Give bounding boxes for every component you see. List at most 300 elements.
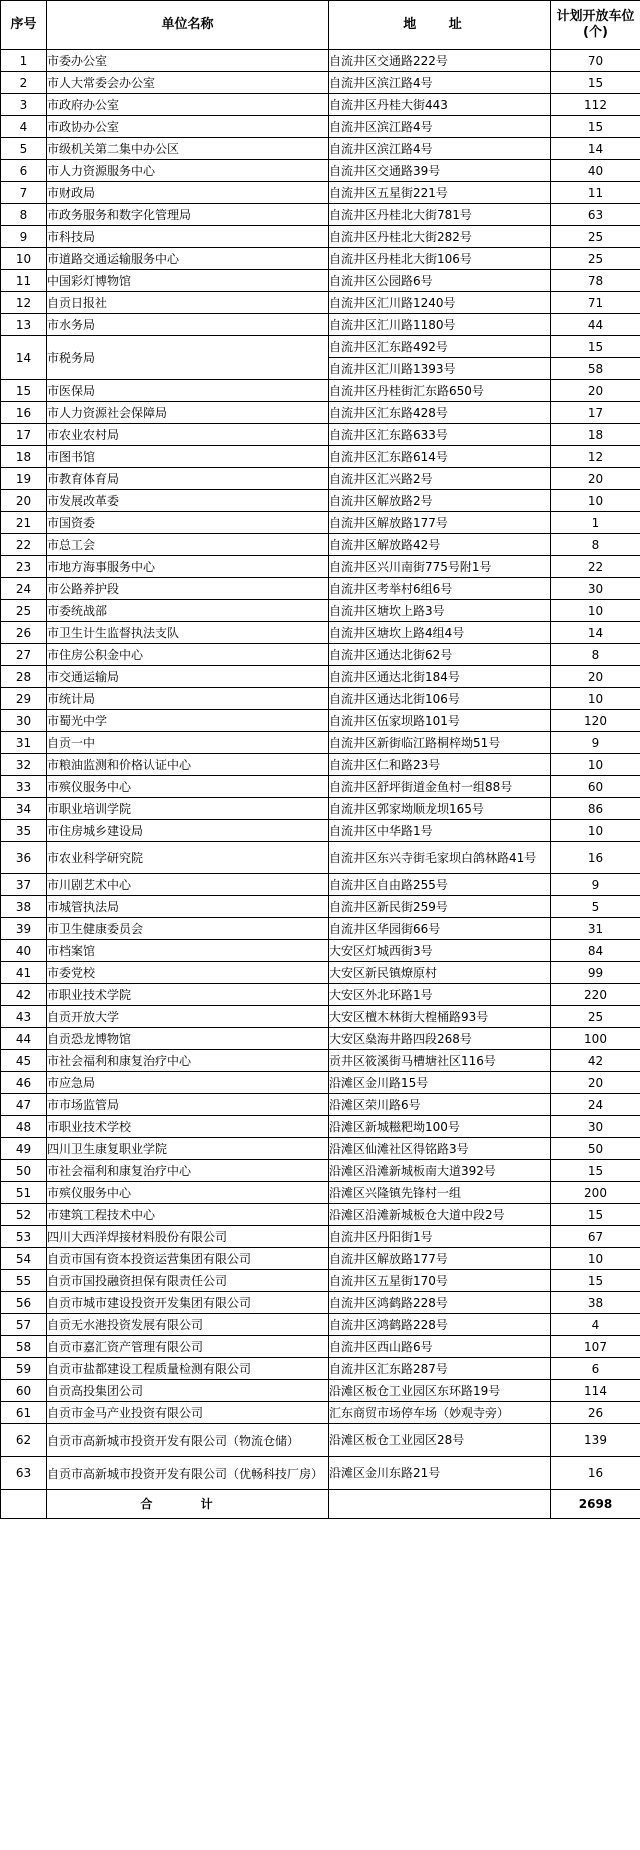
address: 自流井区汇川路1393号 — [329, 358, 551, 380]
table-row — [1, 292, 640, 314]
parking-count: 63 — [551, 204, 640, 226]
address: 自流井区塘坎上路3号 — [329, 600, 551, 622]
table-row — [1, 1314, 640, 1336]
table-row — [1, 1292, 640, 1314]
address: 沿滩区仙滩社区得铭路3号 — [329, 1138, 551, 1160]
unit-name: 市委办公室 — [47, 50, 329, 72]
table-row — [1, 820, 640, 842]
row-number: 44 — [1, 1028, 47, 1050]
address: 自流井区鸿鹤路228号 — [329, 1314, 551, 1336]
unit-name: 市科技局 — [47, 226, 329, 248]
address: 自流井区通达北街184号 — [329, 666, 551, 688]
table-row — [1, 248, 640, 270]
address: 自流井区自由路255号 — [329, 874, 551, 896]
address: 自流井区新民街259号 — [329, 896, 551, 918]
address: 汇东商贸市场停车场（妙观寺旁） — [329, 1402, 551, 1424]
unit-name: 市建筑工程技术中心 — [47, 1204, 329, 1226]
row-number: 32 — [1, 754, 47, 776]
table-row — [1, 1160, 640, 1182]
unit-name: 市道路交通运输服务中心 — [47, 248, 329, 270]
address: 自流井区塘坎上路4组4号 — [329, 622, 551, 644]
table-row — [1, 666, 640, 688]
table-row — [1, 1094, 640, 1116]
unit-name: 市政协办公室 — [47, 116, 329, 138]
unit-name: 四川大西洋焊接材料股份有限公司 — [47, 1226, 329, 1248]
total-row — [1, 1490, 640, 1519]
row-number: 8 — [1, 204, 47, 226]
row-number: 21 — [1, 512, 47, 534]
address: 大安区檀木林街大楻桶路93号 — [329, 1006, 551, 1028]
address: 自流井区解放路2号 — [329, 490, 551, 512]
row-number: 4 — [1, 116, 47, 138]
address: 自流井区汇东路633号 — [329, 424, 551, 446]
table-row — [1, 468, 640, 490]
parking-count: 4 — [551, 1314, 640, 1336]
unit-name: 市委统战部 — [47, 600, 329, 622]
address: 自流井区解放路42号 — [329, 534, 551, 556]
unit-name: 市人力资源社会保障局 — [47, 402, 329, 424]
parking-count: 42 — [551, 1050, 640, 1072]
parking-count: 107 — [551, 1336, 640, 1358]
unit-name: 市人大常委会办公室 — [47, 72, 329, 94]
header-name: 单位名称 — [47, 1, 329, 50]
unit-name: 市市场监管局 — [47, 1094, 329, 1116]
unit-name: 市职业技术学院 — [47, 984, 329, 1006]
address: 自流井区解放路177号 — [329, 1248, 551, 1270]
address: 沿滩区兴隆镇先锋村一组 — [329, 1182, 551, 1204]
row-number: 1 — [1, 50, 47, 72]
parking-count: 14 — [551, 138, 640, 160]
row-number: 12 — [1, 292, 47, 314]
parking-count: 84 — [551, 940, 640, 962]
row-number: 49 — [1, 1138, 47, 1160]
unit-name: 市图书馆 — [47, 446, 329, 468]
parking-count: 78 — [551, 270, 640, 292]
table-row — [1, 138, 640, 160]
address: 自流井区汇东路492号 — [329, 336, 551, 358]
row-number: 35 — [1, 820, 47, 842]
row-number: 60 — [1, 1380, 47, 1402]
unit-name: 市级机关第二集中办公区 — [47, 138, 329, 160]
address: 自流井区丹桂大街443 — [329, 94, 551, 116]
unit-name: 市农业农村局 — [47, 424, 329, 446]
address: 自流井区考举村6组6号 — [329, 578, 551, 600]
row-number: 6 — [1, 160, 47, 182]
address: 自流井区滨江路4号 — [329, 116, 551, 138]
table-row — [1, 1050, 640, 1072]
address: 自流井区滨江路4号 — [329, 72, 551, 94]
address: 沿滩区沿滩新城板仓大道中段2号 — [329, 1204, 551, 1226]
row-number: 15 — [1, 380, 47, 402]
address: 自流井区汇川路1240号 — [329, 292, 551, 314]
row-number: 23 — [1, 556, 47, 578]
row-number: 45 — [1, 1050, 47, 1072]
row-number: 56 — [1, 1292, 47, 1314]
row-number: 18 — [1, 446, 47, 468]
row-number: 20 — [1, 490, 47, 512]
parking-count: 120 — [551, 710, 640, 732]
address: 自流井区汇东路614号 — [329, 446, 551, 468]
unit-name: 市城管执法局 — [47, 896, 329, 918]
table-row — [1, 940, 640, 962]
table-row — [1, 688, 640, 710]
table-row — [1, 644, 640, 666]
parking-count: 15 — [551, 1204, 640, 1226]
unit-name: 市医保局 — [47, 380, 329, 402]
table-row — [1, 710, 640, 732]
table-body — [1, 50, 640, 1490]
address: 自流井区仁和路23号 — [329, 754, 551, 776]
unit-name: 自贡市高新城市投资开发有限公司（优畅科技厂房） — [47, 1457, 329, 1490]
table-row — [1, 1380, 640, 1402]
address: 沿滩区金川东路21号 — [329, 1457, 551, 1490]
table-row — [1, 874, 640, 896]
table-row — [1, 732, 640, 754]
row-number: 25 — [1, 600, 47, 622]
address: 自流井区汇兴路2号 — [329, 468, 551, 490]
parking-count: 15 — [551, 336, 640, 358]
unit-name: 市职业技术学校 — [47, 1116, 329, 1138]
unit-name: 市发展改革委 — [47, 490, 329, 512]
address: 自流井区通达北街106号 — [329, 688, 551, 710]
table-row — [1, 1028, 640, 1050]
parking-count: 10 — [551, 490, 640, 512]
unit-name: 市卫生健康委员会 — [47, 918, 329, 940]
row-number: 14 — [1, 336, 47, 380]
parking-count: 1 — [551, 512, 640, 534]
unit-name: 自贡市嘉汇资产管理有限公司 — [47, 1336, 329, 1358]
row-number: 51 — [1, 1182, 47, 1204]
table-row — [1, 116, 640, 138]
table-row — [1, 1204, 640, 1226]
row-number: 19 — [1, 468, 47, 490]
row-number: 38 — [1, 896, 47, 918]
parking-count: 60 — [551, 776, 640, 798]
total-value: 2698 — [551, 1490, 640, 1519]
parking-count: 24 — [551, 1094, 640, 1116]
row-number: 10 — [1, 248, 47, 270]
table-row — [1, 962, 640, 984]
row-number: 17 — [1, 424, 47, 446]
row-number: 16 — [1, 402, 47, 424]
address: 自流井区鸿鹤路228号 — [329, 1292, 551, 1314]
parking-count: 10 — [551, 600, 640, 622]
unit-name: 自贡市高新城市投资开发有限公司（物流仓储） — [47, 1424, 329, 1457]
parking-count: 44 — [551, 314, 640, 336]
table-row — [1, 204, 640, 226]
parking-count: 67 — [551, 1226, 640, 1248]
row-number: 55 — [1, 1270, 47, 1292]
parking-count: 20 — [551, 666, 640, 688]
unit-name: 市社会福利和康复治疗中心 — [47, 1050, 329, 1072]
parking-count: 20 — [551, 380, 640, 402]
row-number: 46 — [1, 1072, 47, 1094]
unit-name: 市住房公积金中心 — [47, 644, 329, 666]
address: 大安区燊海井路四段268号 — [329, 1028, 551, 1050]
table-row — [1, 1424, 640, 1457]
unit-name: 自贡恐龙博物馆 — [47, 1028, 329, 1050]
parking-count: 15 — [551, 1270, 640, 1292]
row-number: 22 — [1, 534, 47, 556]
row-number: 41 — [1, 962, 47, 984]
unit-name: 市总工会 — [47, 534, 329, 556]
parking-count: 17 — [551, 402, 640, 424]
unit-name: 市住房城乡建设局 — [47, 820, 329, 842]
table-row — [1, 1336, 640, 1358]
address: 自流井区公园路6号 — [329, 270, 551, 292]
unit-name: 市政府办公室 — [47, 94, 329, 116]
row-number: 2 — [1, 72, 47, 94]
parking-count: 86 — [551, 798, 640, 820]
row-number: 31 — [1, 732, 47, 754]
row-number: 5 — [1, 138, 47, 160]
address: 沿滩区板仓工业园区东环路19号 — [329, 1380, 551, 1402]
row-number: 57 — [1, 1314, 47, 1336]
unit-name: 市地方海事服务中心 — [47, 556, 329, 578]
row-number: 47 — [1, 1094, 47, 1116]
address: 沿滩区金川路15号 — [329, 1072, 551, 1094]
address: 自流井区解放路177号 — [329, 512, 551, 534]
row-number: 37 — [1, 874, 47, 896]
address: 自流井区汇东路287号 — [329, 1358, 551, 1380]
address: 自流井区新街临江路桐梓坳51号 — [329, 732, 551, 754]
address: 自流井区交通路222号 — [329, 50, 551, 72]
parking-count: 11 — [551, 182, 640, 204]
table-row — [1, 556, 640, 578]
table-row — [1, 1138, 640, 1160]
table-row — [1, 446, 640, 468]
address: 自流井区郭家坳顺龙坝165号 — [329, 798, 551, 820]
unit-name: 自贡开放大学 — [47, 1006, 329, 1028]
total-no-cell — [1, 1490, 47, 1519]
parking-count: 6 — [551, 1358, 640, 1380]
row-number: 29 — [1, 688, 47, 710]
unit-name: 自贡日报社 — [47, 292, 329, 314]
table-row — [1, 94, 640, 116]
unit-name: 市社会福利和康复治疗中心 — [47, 1160, 329, 1182]
parking-count: 10 — [551, 820, 640, 842]
address: 自流井区五星街221号 — [329, 182, 551, 204]
parking-count: 99 — [551, 962, 640, 984]
parking-count: 12 — [551, 446, 640, 468]
row-number: 27 — [1, 644, 47, 666]
table-row — [1, 754, 640, 776]
address: 自流井区汇东路428号 — [329, 402, 551, 424]
table-row — [1, 380, 640, 402]
table-row — [1, 842, 640, 874]
unit-name: 市职业培训学院 — [47, 798, 329, 820]
table-row — [1, 402, 640, 424]
address: 自流井区通达北街62号 — [329, 644, 551, 666]
parking-count: 9 — [551, 874, 640, 896]
row-number: 7 — [1, 182, 47, 204]
parking-count: 10 — [551, 754, 640, 776]
unit-name: 中国彩灯博物馆 — [47, 270, 329, 292]
table-row — [1, 776, 640, 798]
unit-name: 市税务局 — [47, 336, 329, 380]
parking-count: 30 — [551, 578, 640, 600]
table-row — [1, 600, 640, 622]
address: 沿滩区荣川路6号 — [329, 1094, 551, 1116]
unit-name: 自贡一中 — [47, 732, 329, 754]
address: 自流井区丹桂北大街781号 — [329, 204, 551, 226]
unit-name: 自贡市城市建设投资开发集团有限公司 — [47, 1292, 329, 1314]
table-row — [1, 918, 640, 940]
row-number: 53 — [1, 1226, 47, 1248]
unit-name: 四川卫生康复职业学院 — [47, 1138, 329, 1160]
parking-count: 16 — [551, 1457, 640, 1490]
address: 沿滩区新城糍粑坳100号 — [329, 1116, 551, 1138]
unit-name: 自贡市盐都建设工程质量检测有限公司 — [47, 1358, 329, 1380]
parking-count: 40 — [551, 160, 640, 182]
unit-name: 市政务服务和数字化管理局 — [47, 204, 329, 226]
row-number: 26 — [1, 622, 47, 644]
header-address: 地 址 — [329, 1, 551, 50]
parking-count: 14 — [551, 622, 640, 644]
table-row — [1, 1358, 640, 1380]
table-row — [1, 270, 640, 292]
parking-count: 15 — [551, 72, 640, 94]
address: 自流井区丹桂北大街106号 — [329, 248, 551, 270]
parking-count: 8 — [551, 644, 640, 666]
parking-count: 22 — [551, 556, 640, 578]
header-count: 计划开放车位(个) — [551, 1, 640, 50]
address: 自流井区中华路1号 — [329, 820, 551, 842]
unit-name: 市应急局 — [47, 1072, 329, 1094]
parking-count: 100 — [551, 1028, 640, 1050]
unit-name: 市国资委 — [47, 512, 329, 534]
parking-count: 31 — [551, 918, 640, 940]
parking-count: 8 — [551, 534, 640, 556]
parking-count: 10 — [551, 1248, 640, 1270]
row-number: 61 — [1, 1402, 47, 1424]
row-number: 39 — [1, 918, 47, 940]
parking-count: 20 — [551, 468, 640, 490]
table-row — [1, 336, 640, 358]
address: 沿滩区板仓工业园区28号 — [329, 1424, 551, 1457]
table-row — [1, 622, 640, 644]
address: 大安区灯城西街3号 — [329, 940, 551, 962]
table-row — [1, 1116, 640, 1138]
parking-count: 50 — [551, 1138, 640, 1160]
parking-count: 30 — [551, 1116, 640, 1138]
parking-count: 112 — [551, 94, 640, 116]
unit-name: 自贡市国投融资担保有限责任公司 — [47, 1270, 329, 1292]
row-number: 63 — [1, 1457, 47, 1490]
row-number: 3 — [1, 94, 47, 116]
table-row — [1, 1457, 640, 1490]
table-row — [1, 1006, 640, 1028]
address: 自流井区东兴寺街毛家坝白鸽林路41号 — [329, 842, 551, 874]
row-number: 62 — [1, 1424, 47, 1457]
address: 沿滩区沿滩新城板南大道392号 — [329, 1160, 551, 1182]
table-row — [1, 424, 640, 446]
row-number: 36 — [1, 842, 47, 874]
table-row — [1, 160, 640, 182]
row-number: 52 — [1, 1204, 47, 1226]
unit-name: 自贡市金马产业投资有限公司 — [47, 1402, 329, 1424]
parking-count: 26 — [551, 1402, 640, 1424]
parking-count: 38 — [551, 1292, 640, 1314]
address: 自流井区兴川南街775号附1号 — [329, 556, 551, 578]
table-row — [1, 314, 640, 336]
unit-name: 市蜀光中学 — [47, 710, 329, 732]
row-number: 59 — [1, 1358, 47, 1380]
table-row — [1, 1072, 640, 1094]
parking-count: 200 — [551, 1182, 640, 1204]
row-number: 24 — [1, 578, 47, 600]
parking-count: 71 — [551, 292, 640, 314]
parking-count: 25 — [551, 248, 640, 270]
table-row — [1, 984, 640, 1006]
row-number: 40 — [1, 940, 47, 962]
parking-count: 16 — [551, 842, 640, 874]
unit-name: 市档案馆 — [47, 940, 329, 962]
address: 自流井区五星街170号 — [329, 1270, 551, 1292]
table-row — [1, 1182, 640, 1204]
row-number: 50 — [1, 1160, 47, 1182]
row-number: 42 — [1, 984, 47, 1006]
parking-count: 15 — [551, 116, 640, 138]
row-number: 11 — [1, 270, 47, 292]
parking-count: 220 — [551, 984, 640, 1006]
unit-name: 自贡市国有资本投资运营集团有限公司 — [47, 1248, 329, 1270]
unit-name: 自贡高投集团公司 — [47, 1380, 329, 1402]
table-row — [1, 182, 640, 204]
address: 自流井区丹桂街汇东路650号 — [329, 380, 551, 402]
table-row — [1, 50, 640, 72]
unit-name: 市川剧艺术中心 — [47, 874, 329, 896]
parking-count: 10 — [551, 688, 640, 710]
row-number: 28 — [1, 666, 47, 688]
unit-name: 市统计局 — [47, 688, 329, 710]
unit-name: 市农业科学研究院 — [47, 842, 329, 874]
table-row — [1, 896, 640, 918]
parking-count: 18 — [551, 424, 640, 446]
table-row — [1, 534, 640, 556]
row-number: 33 — [1, 776, 47, 798]
table-row — [1, 512, 640, 534]
row-number: 34 — [1, 798, 47, 820]
address: 自流井区滨江路4号 — [329, 138, 551, 160]
row-number: 54 — [1, 1248, 47, 1270]
unit-name: 市殡仪服务中心 — [47, 1182, 329, 1204]
parking-count: 139 — [551, 1424, 640, 1457]
table-row — [1, 226, 640, 248]
address: 贡井区筱溪街马槽塘社区116号 — [329, 1050, 551, 1072]
table-row — [1, 578, 640, 600]
parking-count: 5 — [551, 896, 640, 918]
address: 大安区外北环路1号 — [329, 984, 551, 1006]
parking-count: 20 — [551, 1072, 640, 1094]
table-row — [1, 490, 640, 512]
row-number: 48 — [1, 1116, 47, 1138]
table-row — [1, 1248, 640, 1270]
row-number: 43 — [1, 1006, 47, 1028]
parking-count: 25 — [551, 1006, 640, 1028]
unit-name: 市委党校 — [47, 962, 329, 984]
table-row — [1, 798, 640, 820]
parking-count: 70 — [551, 50, 640, 72]
row-number: 13 — [1, 314, 47, 336]
address: 自流井区丹桂北大街282号 — [329, 226, 551, 248]
unit-name: 市水务局 — [47, 314, 329, 336]
total-address-cell — [329, 1490, 551, 1519]
address: 自流井区华园街66号 — [329, 918, 551, 940]
address: 自流井区舒坪街道金鱼村一组88号 — [329, 776, 551, 798]
unit-name: 市人力资源服务中心 — [47, 160, 329, 182]
header-no: 序号 — [1, 1, 47, 50]
